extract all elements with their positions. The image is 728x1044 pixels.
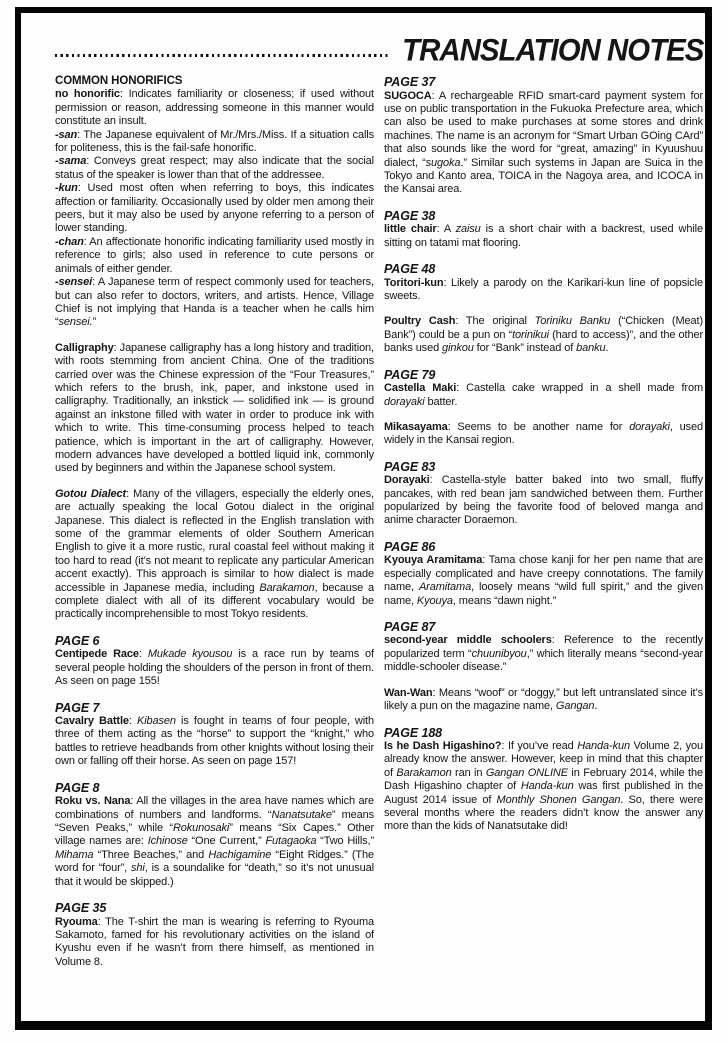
note-term: Dorayaki bbox=[384, 474, 430, 487]
note-term: Ryouma bbox=[55, 915, 98, 928]
note-text: : Likely a parody on the Karikari-kun line of popsicle sweets. bbox=[384, 276, 703, 302]
note-paragraph bbox=[384, 740, 703, 834]
note-text: : Reference to the recently popularized term “ bbox=[384, 634, 703, 660]
dotted-leader-line bbox=[55, 54, 389, 57]
note-paragraph bbox=[55, 236, 374, 276]
note-text: Gangan ONLINE bbox=[485, 766, 568, 779]
note-text: dorayaki bbox=[629, 420, 670, 433]
note-text: Nanatsutake bbox=[271, 808, 332, 821]
note-paragraph bbox=[55, 795, 374, 889]
note-text: Rokunosaki bbox=[172, 822, 230, 834]
note-text: : bbox=[128, 715, 137, 728]
note-text: ” means “Six Capes.” Other village names are: bbox=[55, 822, 375, 848]
note-text: batter. bbox=[424, 395, 458, 408]
note-paragraph bbox=[55, 129, 374, 156]
page-number-label: PAGE 7 bbox=[55, 700, 100, 715]
note-text: (hard to access)”, and the other banks used bbox=[384, 328, 703, 355]
page-number-label: PAGE 37 bbox=[384, 75, 436, 89]
note-text: : Castella-style batter baked into two small, fluffy pancakes, with red bean jam sandwiched between them. Further popularized by being the favorite food of beloved manga and anime character Doraemon. bbox=[384, 474, 703, 527]
note-text: Aramitama bbox=[418, 581, 472, 594]
note-paragraph bbox=[384, 223, 703, 250]
note-paragraph bbox=[55, 648, 374, 688]
note-paragraph bbox=[55, 488, 374, 622]
note-text: Barakamon bbox=[259, 581, 315, 594]
note-text: Toriniku Banku bbox=[534, 315, 611, 328]
note-term: Calligraphy bbox=[55, 341, 114, 354]
note-text: Hachigamine bbox=[208, 848, 272, 861]
note-text: . So, there were several months where the readers didn’t know the answer any more than the kids of Nanatsutake did! bbox=[384, 793, 704, 833]
page-header bbox=[55, 32, 703, 68]
note-text: sugoka bbox=[425, 156, 461, 169]
note-paragraph bbox=[384, 277, 703, 304]
note-text: : A Japanese term of respect commonly used for teachers, but can also refer to doctors, writers, and artists. Hence, Village Chief is not implying that Handa is a teacher when he calls him “ bbox=[55, 276, 374, 329]
note-text: : Means “woof” or “doggy,” but left untranslated since it’s likely a pun on the magazine name, bbox=[384, 686, 703, 713]
page-content bbox=[55, 32, 704, 969]
notes-columns bbox=[55, 75, 703, 969]
note-text: Ichinose bbox=[147, 835, 188, 848]
note-paragraph bbox=[55, 916, 374, 970]
note-paragraph bbox=[55, 342, 374, 476]
note-text: torinikui bbox=[512, 328, 549, 341]
note-text: Volume 2, you already know the answer. However, keep in mind that this chapter of bbox=[384, 740, 704, 779]
note-paragraph bbox=[384, 382, 703, 409]
note-term: Castella Maki bbox=[384, 382, 457, 395]
note-text: Handa-kun bbox=[520, 780, 574, 793]
note-paragraph bbox=[55, 276, 374, 330]
page-number-label: PAGE 48 bbox=[384, 262, 436, 277]
note-text: : Conveys great respect; may also indicate that the social status of the speaker is lower than that of the addressee. bbox=[55, 155, 374, 181]
note-paragraph bbox=[384, 634, 703, 674]
note-paragraph bbox=[384, 687, 703, 714]
note-text: Gangan bbox=[555, 700, 595, 713]
note-text: Kyouya bbox=[416, 594, 453, 607]
note-text: ,” which literally means “second-year middle-schooler disease.” bbox=[384, 647, 703, 674]
page-number-label: PAGE 35 bbox=[55, 901, 107, 916]
note-text: shi bbox=[131, 862, 145, 875]
note-term: no honorific bbox=[55, 88, 120, 101]
note-text: Mihama bbox=[55, 848, 94, 861]
note-text: : A rechargeable RFID smart-card payment system for use on public transportation in the Fukuoka Prefecture area, which can also be used to make purchases at some stores and drink machines. The name is an acronym for “Smart Urban GOing CArd” that also sounds like the word for “great, amazing” in Kyuushuu dialect, “ bbox=[384, 89, 703, 169]
note-text: : If you’ve read bbox=[501, 740, 578, 752]
note-text: : Used most often when referring to boys, this indicates affection or familiarity. Occasionally used by older men among their peers, but it may also be used by anyone referring to a person of lower standing. bbox=[55, 182, 374, 235]
note-text: ginkou bbox=[442, 342, 474, 355]
note-paragraph bbox=[384, 90, 703, 197]
note-text: , because a complete dialect with all of its different vocabulary would be practically incomprehensible to most Tokyo residents. bbox=[55, 581, 374, 621]
page-number-label: PAGE 8 bbox=[55, 780, 100, 795]
page-number-label: PAGE 188 bbox=[384, 725, 443, 740]
note-text: , loosely means “wild full spirit,” and the given name, bbox=[384, 581, 703, 607]
note-text: : Many of the villagers, especially the elderly ones, are actually speaking the local Gotou dialect in the original Japanese. This dialect is reflected in the English translation with some of the grammar elements of older Southern American English to give it a more rustic, rural coastal feel without making it too hard to read (it’s not meant to replicate any particular American accent exactly). This approach is similar to how dialect is made accessible in Japanese media, including bbox=[55, 487, 374, 594]
note-text: sensei. bbox=[58, 316, 93, 329]
note-text: : The T-shirt the man is wearing is referring to Ryouma Sakamoto, famed for his revolutionary activities on the island of Kyushu even if he wasn’t from there himself, as mentioned in Volume 8. bbox=[55, 915, 374, 968]
note-text: : Seems to be another name for bbox=[447, 420, 630, 433]
note-term: Poultry Cash bbox=[384, 315, 456, 328]
page-number-label: PAGE 79 bbox=[384, 367, 436, 382]
notes-column-left bbox=[55, 75, 374, 969]
note-term: Cavalry Battle bbox=[55, 715, 129, 728]
note-paragraph bbox=[384, 315, 703, 355]
note-paragraph bbox=[384, 474, 703, 528]
note-text: ” means “Seven Peaks,” while “ bbox=[55, 808, 374, 834]
note-text: : Tama chose kanji for her pen name that are especially complicated and have creepy connotations. The family name, bbox=[384, 554, 704, 594]
note-text: for “Bank” instead of bbox=[473, 342, 577, 355]
note-text: : The Japanese equivalent of Mr./Mrs./Miss. If a situation calls for politeness, this is the fail-safe honorific. bbox=[55, 128, 374, 155]
note-text: : Japanese calligraphy has a long history and tradition, with roots stemming from ancient China. One of the traditions carried over was the Chinese expression of the “Four Treasures,” which refers to the brush, ink, paper, and inkstone used in calligraphy. Traditionally, an inkstick — solidified ink — is ground against an inkstone filled with water in order to produce ink with which to write. This time-consuming process helped to teach patience, which is important in the art of calligraphy. However, modern advances have developed a bottled liquid ink, commonly used by beginners and within the Japanese school system. bbox=[55, 341, 374, 475]
note-text: “Two Hills,” bbox=[316, 835, 375, 848]
note-term: Mikasayama bbox=[384, 420, 448, 433]
section-heading: COMMON HONORIFICS bbox=[55, 75, 183, 87]
note-text: : All the villages in the area have names which are combinations of numbers and landforms. “ bbox=[55, 795, 374, 821]
note-term: -kun bbox=[55, 182, 78, 195]
page-number-label: PAGE 86 bbox=[384, 539, 436, 554]
note-text: Barakamon bbox=[396, 766, 452, 779]
note-term: -sama bbox=[55, 155, 87, 168]
page-number-label: PAGE 6 bbox=[55, 633, 100, 648]
note-text: , means “dawn night.” bbox=[452, 594, 557, 607]
note-text: . bbox=[605, 342, 609, 355]
note-text: . bbox=[594, 700, 598, 713]
note-paragraph bbox=[55, 155, 374, 182]
note-text: Futagaoka bbox=[265, 835, 317, 848]
page-number-label: PAGE 87 bbox=[384, 619, 436, 634]
note-paragraph bbox=[55, 88, 374, 128]
note-term: Centipede Race bbox=[55, 648, 139, 661]
note-text: “Eight Ridges.” (The word for “four”, bbox=[55, 848, 374, 875]
note-term: -sensei bbox=[55, 276, 93, 289]
note-paragraph bbox=[55, 715, 374, 769]
note-term: -chan bbox=[55, 235, 84, 248]
note-text: ran in bbox=[451, 766, 486, 779]
note-text: “One Current,” bbox=[187, 835, 266, 848]
note-text: Monthly Shonen Gangan bbox=[496, 793, 621, 806]
note-text: : A bbox=[436, 223, 456, 236]
note-term: Gotou Dialect bbox=[55, 487, 127, 500]
note-term: Toritori-kun bbox=[384, 276, 444, 289]
note-text: : Indicates familiarity or closeness; if used without permission or reason, addressing someone in this manner would constitute an insult. bbox=[55, 88, 374, 128]
note-term: little chair bbox=[384, 223, 437, 236]
note-text: Handa-kun bbox=[577, 740, 630, 752]
note-text: (“Chicken (Meat) Bank”) could be a pun on “ bbox=[384, 315, 703, 341]
note-text: Kibasen bbox=[136, 715, 176, 728]
note-term: -san bbox=[55, 128, 78, 141]
note-text: “Three Beaches,” and bbox=[93, 848, 209, 861]
note-text: zaisu bbox=[455, 223, 481, 236]
note-term: Kyouya Aramitama bbox=[384, 554, 483, 567]
note-paragraph bbox=[55, 182, 374, 236]
note-text: : The original bbox=[455, 315, 535, 328]
note-text: : bbox=[138, 648, 148, 661]
notes-column-right bbox=[384, 75, 703, 834]
note-text: , used widely in the Kansai region. bbox=[384, 420, 703, 447]
note-text: chuunibyou bbox=[471, 647, 527, 660]
note-term: Is he Dash Higashino? bbox=[384, 740, 502, 752]
note-text: : Castella cake wrapped in a shell made from bbox=[456, 382, 703, 395]
note-paragraph bbox=[384, 421, 703, 448]
note-text: is a short chair with a backrest, used while sitting on tatami mat flooring. bbox=[384, 223, 703, 249]
note-text: banku bbox=[576, 342, 606, 355]
page-title: TRANSLATION NOTES bbox=[401, 32, 703, 68]
note-text: Mukade kyousou bbox=[147, 648, 233, 661]
note-text: is a race run by teams of several people holding the shoulders of the person in front of them. As seen on page 155! bbox=[55, 648, 374, 688]
note-text: is fought in teams of four people, with three of them acting as the “horse” to support the “knight,” who battles to retrieve headbands from other knights without losing their own or falling off their horse. As seen on page 157! bbox=[55, 715, 374, 768]
note-term: second-year middle schoolers bbox=[384, 634, 552, 647]
note-text: .” Similar such systems in Japan are Suica in the Tokyo and Kanto area, TOICA in the Nagoya area, and ICOCA in the Kansai area. bbox=[384, 156, 703, 196]
note-paragraph bbox=[384, 554, 703, 608]
note-term: Wan-Wan bbox=[384, 686, 433, 699]
note-text: : An affectionate honorific indicating familiarity used mostly in reference to girls; also used in reference to cute persons or animals of either gender. bbox=[55, 235, 374, 275]
note-text: , is a soundalike for “death,” so it’s not unusual that it would be skipped.) bbox=[55, 862, 374, 888]
note-term: SUGOCA bbox=[384, 89, 432, 102]
note-text: ” bbox=[92, 316, 97, 329]
note-term: Roku vs. Nana bbox=[55, 795, 131, 808]
note-text: was first published in the August 2014 issue of bbox=[384, 780, 703, 806]
page-number-label: PAGE 38 bbox=[384, 208, 436, 223]
page-number-label: PAGE 83 bbox=[384, 459, 436, 474]
note-text: in February 2014, while the Dash Higashino chapter of bbox=[384, 766, 703, 793]
note-text: dorayaki bbox=[384, 395, 425, 408]
